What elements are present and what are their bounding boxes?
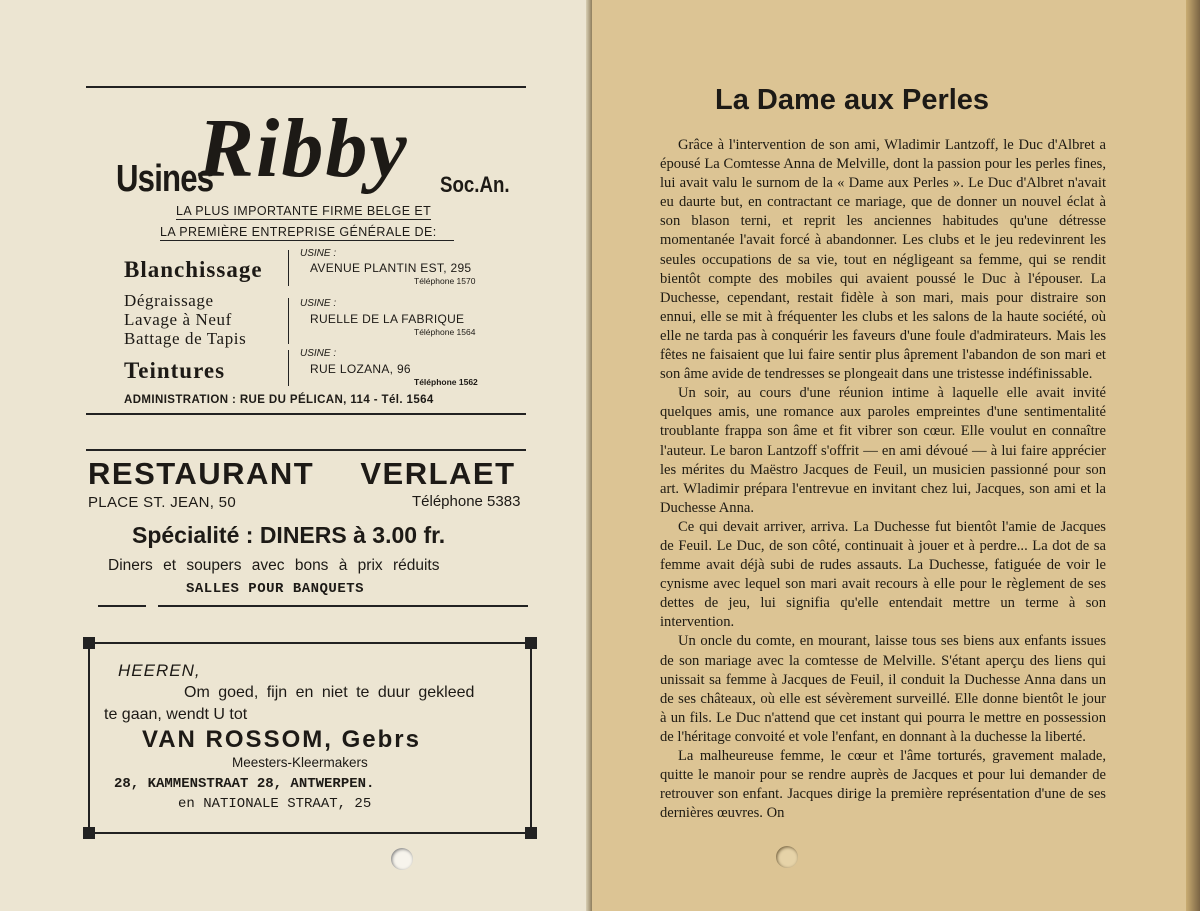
ribby-tagline-1: LA PLUS IMPORTANTE FIRME BELGE ET	[176, 204, 432, 218]
vanrossom-greeting: HEEREN,	[118, 661, 201, 680]
verlaet-top-rule	[86, 449, 526, 451]
frame-corner	[83, 637, 95, 649]
ribby-tagline-2: LA PREMIÈRE ENTREPRISE GÉNÉRALE DE:	[160, 225, 437, 239]
tagline-rule	[160, 240, 454, 241]
advertisement-page	[0, 0, 592, 911]
usine-2-label: USINE :	[300, 298, 337, 309]
ribby-bottom-rule	[86, 413, 526, 415]
usine-1-address: AVENUE PLANTIN EST, 295	[310, 261, 472, 275]
story-paragraph: Un soir, au cours d'une réunion intime à laquelle elle avait invité quelques amis, une romance aux paroles empreintes d'une sentimentalité troublante frappa son âme et fit vibrer son cœur. Elle voulut en connaître l'auteur. Le baron Lantzoff s'offrit — en ami dévoué — à lui faire apprécier les mérites du Maëstro Jacques de Feuil, un musicien passionné pour son art. Wladimir prépara l'entrevue en invitant chez lui, Jacques, son ami et la Duchesse Anna.	[660, 385, 1106, 516]
vanrossom-address-1: 28, KAMMENSTRAAT 28, ANTWERPEN.	[114, 776, 375, 792]
top-rule	[86, 86, 526, 88]
service-teintures: Teintures	[124, 358, 226, 383]
story-text	[660, 136, 1106, 823]
frame-corner	[525, 637, 537, 649]
verlaet-name: RESTAURANT VERLAET	[88, 456, 516, 491]
vanrossom-line-1: Om goed, fijn en niet te duur gekleed	[184, 684, 475, 701]
usine-3-address: RUE LOZANA, 96	[310, 362, 411, 376]
ribby-suffix: Soc.An.	[440, 172, 510, 197]
service-blanchissage: Blanchissage	[124, 257, 263, 282]
usine-2-address: RUELLE DE LA FABRIQUE	[310, 312, 465, 326]
bracket-3	[288, 350, 289, 386]
verlaet-rule-left	[98, 605, 146, 607]
usine-2-phone: Téléphone 1564	[414, 327, 476, 337]
usine-1-phone: Téléphone 1570	[414, 276, 476, 286]
frame-corner	[83, 827, 95, 839]
usine-3-label: USINE :	[300, 348, 337, 359]
ribby-logo: Ribby	[198, 102, 409, 195]
verlaet-phone: Téléphone 5383	[412, 493, 521, 510]
service-lavage: Lavage à Neuf	[124, 310, 232, 329]
story-paragraph: Grâce à l'intervention de son ami, Wladimir Lantzoff, le Duc d'Albret a épousé La Comtesse Anna de Melville, dont la passion pour les perles fines, lui avait valu le surnom de la « Dame aux Perles ». Le Duc d'Albret n'avait eu daurte but, en contractant ce mariage, que de donner un nouvel éclat à son blason terni, et reprit les anciennes habitudes qu'une détresse momentanée l'avait forcé à abandonner. Les clubs et le jeu redevinrent les seules occupations de sa vie, tout en négligeant sa femme, qui se rendit bientôt compte des mobiles qui avaient poussé le Duc à l'épouser. La Duchesse, cependant, restait fidèle à son mari, mais pour distraire son ennui, elle se mit à fréquenter les clubs et les salons de la haute société, où elle ne tarda pas à conquérir les faveurs d'une foule d'admirateurs. Mais les fêtes ne faisaient que lui faire sentir plus âprement l'abandon de son mari et son âme avide de tendresses se plongeait dans une tristesse indéfinissable.	[660, 137, 1106, 383]
service-battage: Battage de Tapis	[124, 329, 247, 348]
verlaet-offer: Diners et soupers avec bons à prix réduits	[108, 557, 440, 574]
vanrossom-address-2: en NATIONALE STRAAT, 25	[178, 796, 372, 812]
story-paragraph: Un oncle du comte, en mourant, laisse tous ses biens aux enfants issues de son mariage avec la comtesse de Melville. S'étant aperçu des liens qui unissait sa femme à Jacques de Feuil, il conduit la Duchesse Anna dans un de ses châteaux, où elle est sévèrement surveillé. Elle donne bientôt le jour à un fils. Le Duc n'attend que cet instant qui pourra le mettre en possession de l'héritage convoité et vole l'enfant, en donnant à la duchesse la liberté.	[660, 633, 1106, 745]
usine-3-phone: Téléphone 1562	[414, 377, 478, 387]
story-paragraph: La malheureuse femme, le cœur et l'âme torturés, gravement malade, quitte le manoir pour se rendre auprès de Jacques et pour lui demander de retrouver son enfant. Jacques dirige la première représentation d'une de ses dernières œuvres. On	[660, 748, 1106, 822]
service-degraissage: Dégraissage	[124, 291, 214, 310]
verlaet-specialite: Spécialité : DINERS à 3.00 fr.	[132, 522, 446, 548]
frame-corner	[525, 827, 537, 839]
verlaet-address: PLACE ST. JEAN, 50	[88, 494, 236, 511]
bracket-1	[288, 250, 289, 286]
ribby-prefix: Usines	[116, 158, 214, 200]
vanrossom-line-2: te gaan, wendt U tot	[104, 706, 248, 723]
usine-1-label: USINE :	[300, 248, 337, 259]
bracket-2	[288, 298, 289, 344]
story-title: La Dame aux Perles	[715, 84, 990, 116]
verlaet-salles: SALLES POUR BANQUETS	[186, 581, 365, 597]
ribby-administration: ADMINISTRATION : RUE DU PÉLICAN, 114 - Tél. 1564	[124, 394, 434, 406]
verlaet-rule-right	[158, 605, 528, 607]
punch-hole	[776, 846, 798, 868]
punch-hole	[391, 848, 413, 870]
story-paragraph: Ce qui devait arriver, arriva. La Duchesse fut bientôt l'amie de Jacques de Feuil. Le Duc, de son côté, continuait à jouer et à perdre... La dot de sa femme avait déjà subi de rudes assauts. La Duchesse, fatiguée de voir le cynisme avec lequel son mari avait recours à elle pour le règlement de ses dettes de jeu, lui signifia qu'elle entendait mettre un terme à son intervention.	[660, 518, 1106, 631]
vanrossom-trade: Meesters-Kleermakers	[232, 755, 368, 770]
page-edge	[1186, 0, 1200, 911]
vanrossom-name: VAN ROSSOM, Gebrs	[142, 726, 421, 753]
